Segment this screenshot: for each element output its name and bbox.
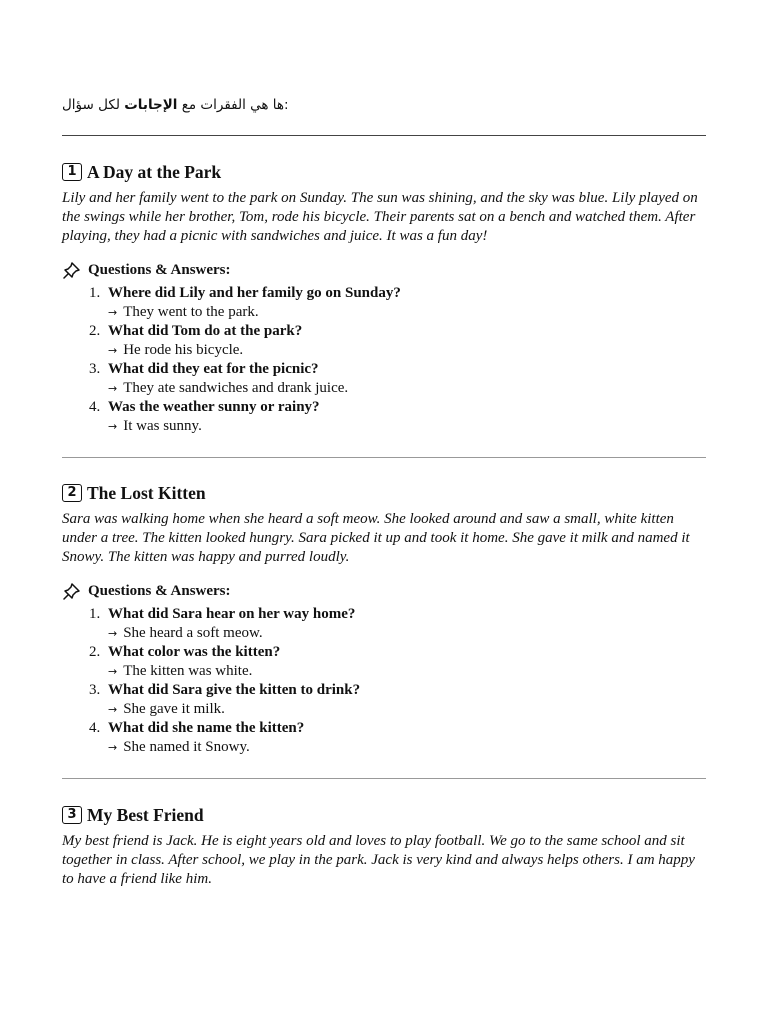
answer-line <box>108 417 706 436</box>
arrow-icon: → <box>108 306 118 319</box>
question-text: What color was the kitten? <box>108 644 281 660</box>
answer-text: It was sunny. <box>123 418 202 434</box>
question-text: What did Sara hear on her way home? <box>108 606 356 622</box>
list-item <box>62 605 706 643</box>
qa-heading-row <box>62 259 706 281</box>
answer-line <box>108 341 706 360</box>
question-number: 2. <box>89 644 101 660</box>
question-text: Where did Lily and her family go on Sunday? <box>108 285 401 301</box>
section-title-row <box>62 160 706 184</box>
section-title-row <box>62 803 706 827</box>
section-divider <box>62 778 706 779</box>
question-number: 1. <box>89 285 101 301</box>
section-title: The Lost Kitten <box>87 482 206 503</box>
list-item <box>62 719 706 757</box>
list-item <box>62 681 706 719</box>
answer-text: The kitten was white. <box>123 663 253 679</box>
list-item <box>62 643 706 681</box>
section-3 <box>62 803 706 889</box>
answer-text: She gave it milk. <box>123 701 225 717</box>
section-title: A Day at the Park <box>87 161 222 182</box>
qa-heading: Questions & Answers: <box>88 261 231 278</box>
list-item <box>62 322 706 360</box>
question-number: 1. <box>89 606 101 622</box>
answer-text: He rode his bicycle. <box>123 342 244 358</box>
arrow-icon: → <box>108 382 118 395</box>
keycap-number-icon: 2 <box>62 484 82 502</box>
keycap-number-icon: 3 <box>62 806 82 824</box>
question-list <box>62 605 706 757</box>
section-title: My Best Friend <box>87 804 204 825</box>
keycap-number-icon: 1 <box>62 163 82 181</box>
question-number: 3. <box>89 682 101 698</box>
answer-text: She named it Snowy. <box>123 739 250 755</box>
answer-text: She heard a soft meow. <box>123 625 263 641</box>
answer-text: They ate sandwiches and drank juice. <box>123 380 349 396</box>
question-text: What did Tom do at the park? <box>108 323 303 339</box>
arrow-icon: → <box>108 703 118 716</box>
arrow-icon: → <box>108 665 118 678</box>
question-number: 4. <box>89 720 101 736</box>
section-divider <box>62 457 706 458</box>
answer-line <box>108 624 706 643</box>
qa-heading-row <box>62 580 706 602</box>
story-paragraph: My best friend is Jack. He is eight years old and loves to play football. We go to the same school and sit together in class. After school, we play in the park. Jack is very kind and always helps others. I am happy to have a friend like him. <box>62 833 695 887</box>
arrow-icon: → <box>108 741 118 754</box>
arrow-icon: → <box>108 627 118 640</box>
list-item <box>62 284 706 322</box>
question-text: Was the weather sunny or rainy? <box>108 399 320 415</box>
answer-line <box>108 303 706 322</box>
story-paragraph: Sara was walking home when she heard a soft meow. She looked around and saw a small, white kitten under a tree. The kitten looked hungry. Sara picked it up and took it home. She gave it milk and named it Snowy. The kitten was happy and purred loudly. <box>62 511 690 565</box>
question-number: 2. <box>89 323 101 339</box>
arrow-icon: → <box>108 344 118 357</box>
pushpin-icon <box>62 582 82 600</box>
story-paragraph: Lily and her family went to the park on Sunday. The sun was shining, and the sky was blue. Lily played on the swings while her brother, Tom, rode his bicycle. Their parents sat on a bench and watched them. After playing, they had a picnic with sandwiches and juice. It was a fun day! <box>62 190 698 244</box>
answer-line <box>108 700 706 719</box>
question-text: What did she name the kitten? <box>108 720 305 736</box>
question-text: What did Sara give the kitten to drink? <box>108 682 361 698</box>
intro-bold-word: الإجابات <box>124 97 178 113</box>
intro-part-2: لكل سؤال: <box>62 97 289 113</box>
question-number: 3. <box>89 361 101 377</box>
list-item <box>62 360 706 398</box>
question-text: What did they eat for the picnic? <box>108 361 319 377</box>
answer-line <box>108 738 706 757</box>
intro-line <box>62 97 289 113</box>
answer-line <box>108 379 706 398</box>
section-title-row <box>62 481 706 505</box>
qa-heading: Questions & Answers: <box>88 582 231 599</box>
answer-text: They went to the park. <box>123 304 259 320</box>
list-item <box>62 398 706 436</box>
pushpin-icon <box>62 261 82 279</box>
section-2 <box>62 481 706 757</box>
intro-part-1: ها هي الفقرات مع <box>181 97 285 113</box>
question-list <box>62 284 706 436</box>
arrow-icon: → <box>108 420 118 433</box>
section-1 <box>62 160 706 436</box>
question-number: 4. <box>89 399 101 415</box>
top-divider <box>62 135 706 136</box>
answer-line <box>108 662 706 681</box>
